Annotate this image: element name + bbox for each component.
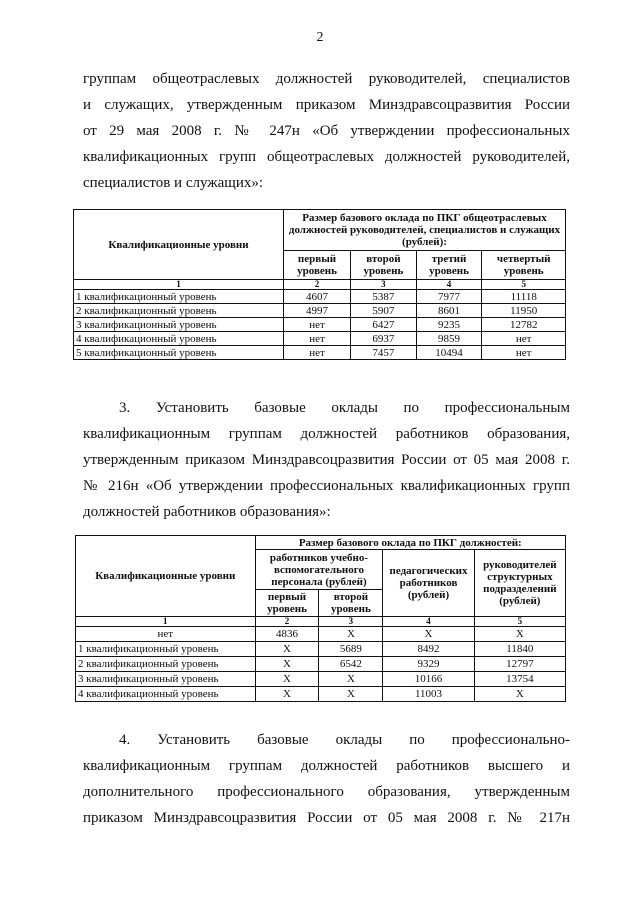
table-cell: X [474, 687, 565, 702]
text-line: должностей работников образования»: [83, 504, 331, 520]
table-header-level: второй уровень [319, 590, 383, 617]
table-cell: 10494 [416, 346, 482, 360]
table-cell: 3 квалификационный уровень [76, 672, 256, 687]
table-cell: 5387 [351, 290, 417, 304]
table-cell: 5 квалификационный уровень [74, 346, 284, 360]
text-line: № 216н «Об утверждении профессиональных квалификационных групп [83, 478, 570, 494]
table-row [74, 346, 566, 360]
table-cell: 11950 [482, 304, 566, 318]
column-number: 5 [482, 280, 566, 290]
table-row [74, 332, 566, 346]
table-cell: X [319, 687, 383, 702]
column-number: 1 [74, 280, 284, 290]
table-header-group: Размер базового оклада по ПКГ должностей: [255, 536, 565, 550]
text-line: квалификационных групп общеотраслевых должностей руководителей, [83, 149, 570, 165]
text-line: дополнительного профессионального образования, утвержденным [83, 784, 570, 800]
text-line: 3. Установить базовые оклады по профессиональным [119, 400, 570, 416]
table-cell: 3 квалификационный уровень [74, 318, 284, 332]
table-header-level: первый уровень [255, 590, 319, 617]
table-header-level: первый уровень [284, 251, 351, 280]
table-cell: 4836 [255, 627, 319, 642]
table-header-pedagogical: педагогических работников (рублей) [383, 550, 474, 617]
table-cell: 12797 [474, 657, 565, 672]
text-line: квалификационным группам должностей работников высшего и [83, 758, 570, 774]
table-header-level: третий уровень [416, 251, 482, 280]
table-cell: 4 квалификационный уровень [74, 332, 284, 346]
table-cell: 6427 [351, 318, 417, 332]
table-row [76, 672, 566, 687]
table-row [76, 627, 566, 642]
table-header-level: четвертый уровень [482, 251, 566, 280]
column-number: 4 [416, 280, 482, 290]
text-line: и служащих, утвержденным приказом Минздравсоцразвития России [83, 97, 570, 113]
table-cell: X [474, 627, 565, 642]
paragraph-4 [83, 727, 570, 831]
table-cell: 4997 [284, 304, 351, 318]
table-cell: нет [284, 332, 351, 346]
table-cell: 5907 [351, 304, 417, 318]
table-cell: 2 квалификационный уровень [76, 657, 256, 672]
text-line: специалистов и служащих»: [83, 175, 264, 191]
table-cell: нет [284, 346, 351, 360]
table-cell: 7457 [351, 346, 417, 360]
table-cell: 7977 [416, 290, 482, 304]
table-cell: 1 квалификационный уровень [74, 290, 284, 304]
table-cell: нет [76, 627, 256, 642]
text-line: группам общеотраслевых должностей руководителей, специалистов [83, 71, 570, 87]
table-cell: X [255, 657, 319, 672]
table-cell: X [255, 642, 319, 657]
table-cell: 8492 [383, 642, 474, 657]
table-cell: X [255, 672, 319, 687]
table-cell: 9859 [416, 332, 482, 346]
table-header-support-staff: работников учебно-вспомогательного персонала (рублей) [255, 550, 383, 590]
text-line: утвержденным приказом Минздравсоцразвития России от 05 мая 2008 г. [83, 452, 570, 468]
text-line: приказом Минздравсоцразвития России от 05 мая 2008 г. № 217н [83, 810, 570, 826]
table-cell: 11003 [383, 687, 474, 702]
table-cell: 8601 [416, 304, 482, 318]
text-line: от 29 мая 2008 г. № 247н «Об утверждении профессиональных [83, 123, 570, 139]
table-row [74, 290, 566, 304]
table-header-qualification-levels: Квалификационные уровни [76, 536, 256, 617]
table-header-qualification-levels: Квалификационные уровни [74, 210, 284, 280]
table-cell: X [319, 627, 383, 642]
column-number: 1 [76, 617, 256, 627]
table-cell: 10166 [383, 672, 474, 687]
table-cell: X [383, 627, 474, 642]
table-cell: 5689 [319, 642, 383, 657]
column-number: 3 [319, 617, 383, 627]
column-number: 5 [474, 617, 565, 627]
table-header-level: второй уровень [351, 251, 417, 280]
table-cell: 9235 [416, 318, 482, 332]
table-cell: 2 квалификационный уровень [74, 304, 284, 318]
table-cell: 9329 [383, 657, 474, 672]
table-header-heads: руководителей структурных подразделений (рублей) [474, 550, 565, 617]
table-pkg-general-positions [73, 209, 566, 360]
column-number: 4 [383, 617, 474, 627]
column-number: 2 [255, 617, 319, 627]
text-line: квалификационным группам должностей работников образования, [83, 426, 570, 442]
table-row-column-numbers [76, 617, 566, 627]
column-number: 3 [351, 280, 417, 290]
table-row [76, 687, 566, 702]
table-row-column-numbers [74, 280, 566, 290]
table-cell: нет [482, 332, 566, 346]
table-cell: 13754 [474, 672, 565, 687]
table-cell: 6937 [351, 332, 417, 346]
table-cell: 11840 [474, 642, 565, 657]
table-row [74, 304, 566, 318]
table-row [76, 657, 566, 672]
table-cell: 4607 [284, 290, 351, 304]
table-cell: нет [284, 318, 351, 332]
page-number: 2 [316, 30, 324, 45]
table-cell: 1 квалификационный уровень [76, 642, 256, 657]
table-header-group: Размер базового оклада по ПКГ общеотраслевых должностей руководителей, специалистов и служащих (рублей): [284, 210, 566, 251]
table-cell: нет [482, 346, 566, 360]
column-number: 2 [284, 280, 351, 290]
text-line: 4. Установить базовые оклады по профессионально- [119, 732, 570, 748]
table-cell: X [255, 687, 319, 702]
table-cell: 11118 [482, 290, 566, 304]
paragraph-intro [83, 66, 570, 196]
table-cell: 6542 [319, 657, 383, 672]
table-cell: 4 квалификационный уровень [76, 687, 256, 702]
table-cell: 12782 [482, 318, 566, 332]
table-row [76, 642, 566, 657]
table-row [74, 318, 566, 332]
table-pkg-education-workers [75, 535, 566, 702]
paragraph-3 [83, 395, 570, 525]
table-cell: X [319, 672, 383, 687]
